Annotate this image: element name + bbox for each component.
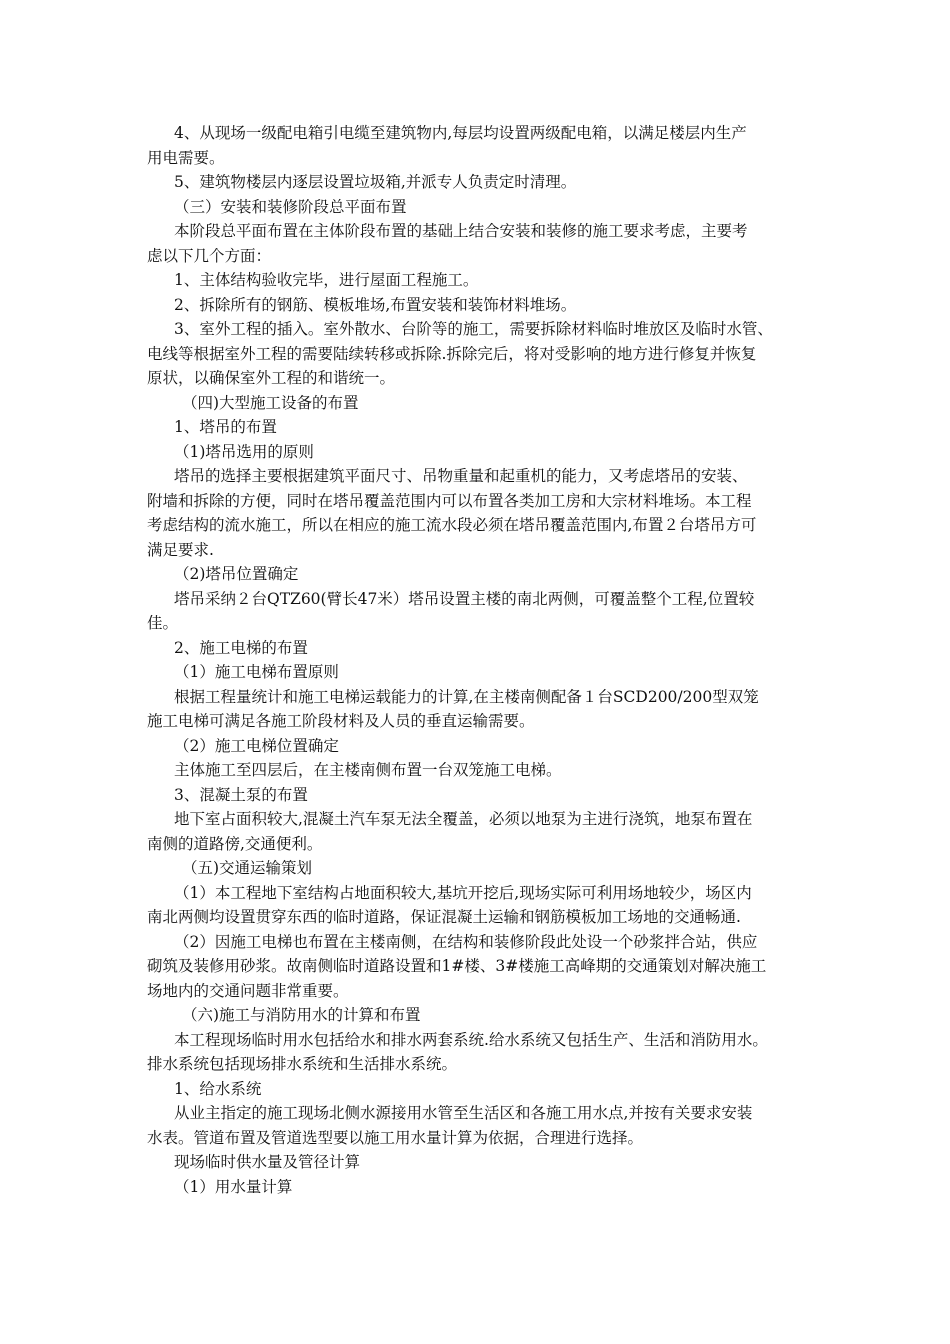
text-line: （三）安装和装修阶段总平面布置 (174, 197, 407, 216)
text-line: （五)交通运输策划 (182, 859, 313, 877)
text-line: （1）施工电梯布置原则 (174, 663, 339, 681)
text-line: 1、主体结构验收完毕，进行屋面工程施工。 (174, 271, 479, 289)
text-line: 南北两侧均设置贯穿东西的临时道路，保证混凝土运输和钢筋模板加工场地的交通畅通. (147, 908, 741, 926)
text-line: 3、室外工程的插入。室外散水、台阶等的施工，需要拆除材料临时堆放区及临时水管、 (174, 320, 773, 338)
text-line: 3、混凝土泵的布置 (174, 785, 308, 804)
text-line: 根据工程量统计和施工电梯运载能力的计算,在主楼南侧配备１台SCD200/200型双笼 (174, 687, 759, 706)
text-line: （2)塔吊位置确定 (174, 565, 299, 583)
text-line: （2）施工电梯位置确定 (174, 736, 339, 755)
text-line: 满足要求. (147, 540, 214, 559)
text-line: 场地内的交通问题非常重要。 (147, 981, 349, 1000)
text-line: 1、塔吊的布置 (174, 418, 277, 436)
text-line: 塔吊采纳２台QTZ60(臂长47米）塔吊设置主楼的南北两侧，可覆盖整个工程,位置较 (174, 589, 755, 608)
text-line: 主体施工至四层后，在主楼南侧布置一台双笼施工电梯。 (174, 761, 562, 779)
text-line: 地下室占面积较大,混凝土汽车泵无法全覆盖，必须以地泵为主进行浇筑，地泵布置在 (174, 810, 753, 828)
text-line: 4、从现场一级配电箱引电缆至建筑物内,每层均设置两级配电箱，以满足楼层内生产 (174, 124, 747, 142)
text-line: （1)塔吊选用的原则 (174, 442, 314, 461)
text-line: 2、拆除所有的钢筋、模板堆场,布置安装和装饰材料堆场。 (174, 295, 577, 314)
text-line: （1）本工程地下室结构占地面积较大,基坑开挖后,现场实际可利用场地较少，场区内 (174, 883, 752, 902)
text-line: 砌筑及装修用砂浆。故南侧临时道路设置和1#楼、3#楼施工高峰期的交通策划对解决施工 (147, 957, 767, 975)
text-line: 施工电梯可满足各施工阶段材料及人员的垂直运输需要。 (147, 712, 535, 730)
text-line: 5、建筑物楼层内逐层设置垃圾箱,并派专人负责定时清理。 (174, 173, 577, 191)
document-body (147, 121, 827, 1199)
text-line: （六)施工与消防用水的计算和布置 (182, 1006, 421, 1024)
text-line: 佳。 (147, 614, 179, 632)
text-line: 电线等根据室外工程的需要陆续转移或拆除.拆除完后，将对受影响的地方进行修复并恢复 (147, 344, 757, 363)
text-line: 现场临时供水量及管径计算 (174, 1153, 361, 1171)
text-line: 2、施工电梯的布置 (174, 638, 308, 657)
text-line: 本阶段总平面布置在主体阶段布置的基础上结合安装和装修的施工要求考虑，主要考 (174, 222, 748, 240)
text-line: （2）因施工电梯也布置在主楼南侧，在结构和装修阶段此处设一个砂浆拌合站，供应 (174, 932, 758, 951)
text-line: 塔吊的选择主要根据建筑平面尺寸、吊物重量和起重机的能力，又考虑塔吊的安装、 (174, 467, 748, 485)
text-line: （四)大型施工设备的布置 (182, 393, 359, 412)
text-line: 虑以下几个方面： (147, 246, 272, 265)
text-line: 从业主指定的施工现场北侧水源接用水管至生活区和各施工用水点,并按有关要求安装 (174, 1104, 753, 1122)
text-line: 水表。管道布置及管道选型要以施工用水量计算为依据，合理进行选择。 (147, 1128, 644, 1147)
text-line: 1、给水系统 (174, 1079, 262, 1098)
text-line: （1）用水量计算 (174, 1177, 293, 1196)
text-line: 附墙和拆除的方便，同时在塔吊覆盖范围内可以布置各类加工房和大宗材料堆场。本工程 (147, 491, 752, 510)
text-line: 本工程现场临时用水包括给水和排水两套系统.给水系统又包括生产、生活和消防用水。 (174, 1030, 768, 1049)
text-line: 南侧的道路傍,交通便利。 (147, 834, 323, 853)
text-line: 考虑结构的流水施工，所以在相应的施工流水段必须在塔吊覆盖范围内,布置２台塔吊方可 (147, 516, 757, 534)
text-line: 原状，以确保室外工程的和谐统一。 (147, 369, 396, 387)
text-line: 用电需要。 (147, 148, 225, 167)
text-line: 排水系统包括现场排水系统和生活排水系统。 (147, 1055, 458, 1073)
